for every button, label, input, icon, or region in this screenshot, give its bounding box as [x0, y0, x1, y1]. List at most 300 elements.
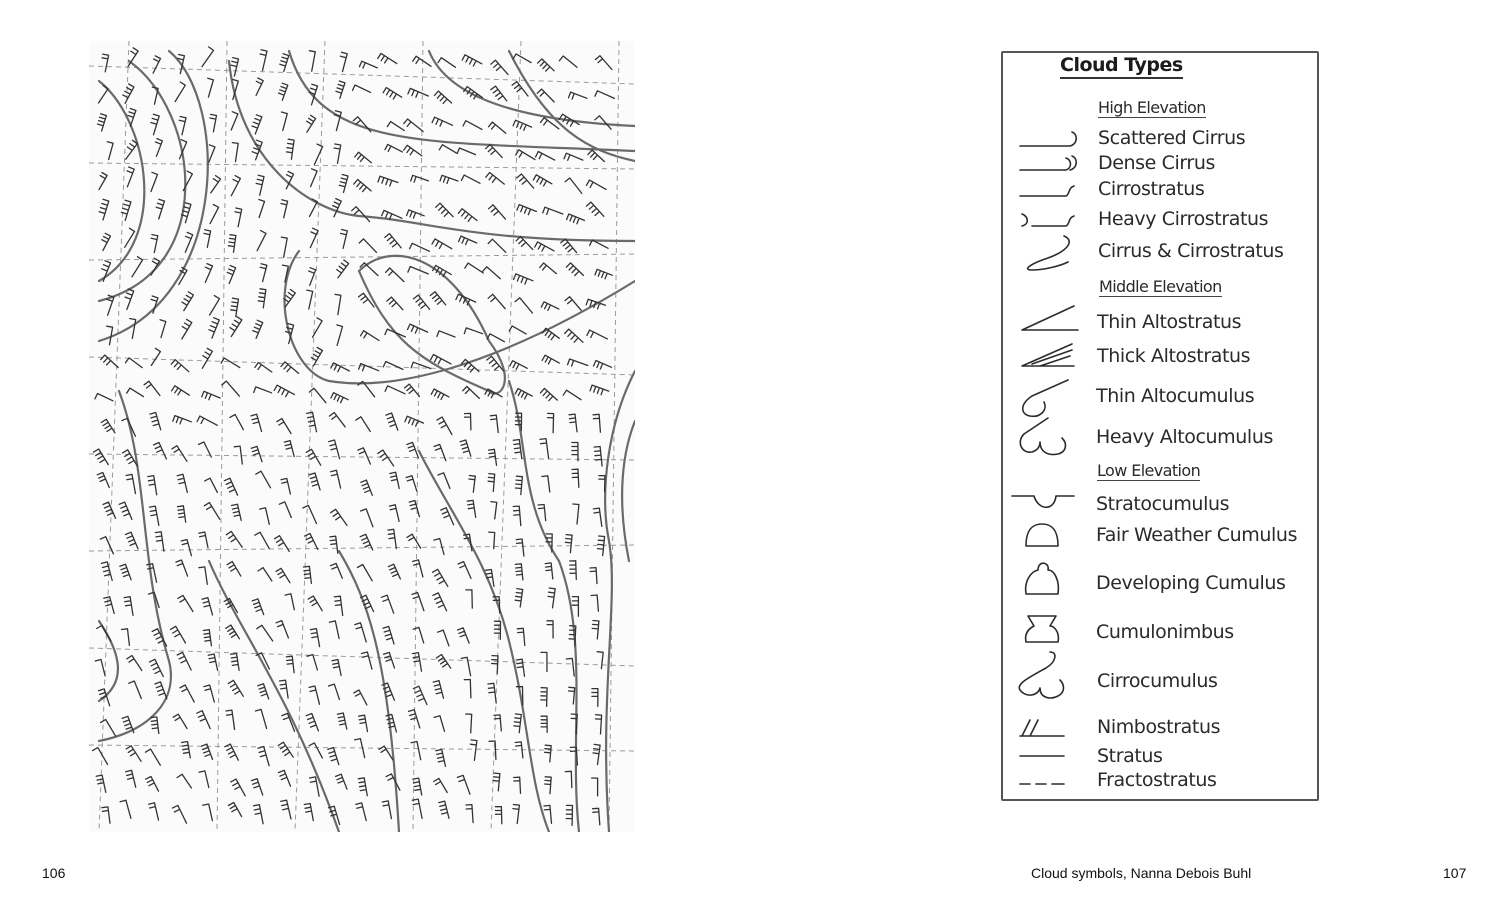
wind-barb [433, 593, 447, 611]
wind-barb [541, 302, 559, 311]
cirrocumulus-icon [1019, 652, 1063, 698]
wind-barb [329, 440, 340, 459]
wind-barb [146, 749, 161, 765]
wind-barb [227, 266, 235, 284]
wind-barb [359, 715, 368, 732]
label-cirrocumulus: Cirrocumulus [1097, 670, 1218, 692]
wind-barb [153, 56, 160, 73]
wind-barb [308, 596, 322, 611]
wind-barb [491, 502, 497, 519]
wind-barb [356, 803, 366, 821]
wind-barb [386, 268, 404, 282]
weather-map-svg [89, 41, 635, 832]
wind-barb [572, 443, 578, 461]
contour-line [429, 51, 635, 126]
wind-barb [542, 328, 559, 339]
wind-barb [226, 625, 240, 639]
label-cumulonimbus: Cumulonimbus [1096, 621, 1234, 643]
wind-barb [341, 230, 348, 249]
wind-barb [388, 564, 400, 579]
wind-barb [572, 469, 579, 487]
wind-barb [591, 595, 598, 611]
wind-barb [593, 414, 600, 432]
wind-barb [436, 749, 446, 766]
wind-barb [433, 681, 443, 699]
wind-barb [122, 629, 130, 646]
wind-barb [489, 205, 506, 219]
wind-barb [337, 713, 346, 729]
wind-barb [569, 687, 575, 704]
wind-barb [231, 176, 240, 196]
wind-barb [279, 83, 288, 100]
wind-barb [461, 175, 480, 183]
wind-barb [226, 710, 235, 729]
wind-barb [152, 87, 158, 104]
wind-barb [311, 629, 320, 647]
wind-barb [276, 568, 290, 582]
wind-barb [390, 472, 399, 488]
legend-symbols [1008, 100, 1080, 800]
wind-barb [254, 387, 272, 393]
wind-barb [94, 449, 109, 465]
wind-barb [202, 47, 214, 67]
wind-barb [538, 505, 546, 521]
wind-barb [231, 653, 240, 670]
wind-barb [515, 589, 523, 607]
wind-barb [359, 239, 376, 253]
wind-barb [274, 385, 294, 397]
wind-barb [565, 535, 572, 553]
wind-barb [362, 652, 372, 669]
thin-altostratus-icon [1022, 306, 1078, 330]
wind-barb [564, 153, 583, 160]
wind-barb [386, 413, 398, 430]
wind-barb [535, 242, 554, 251]
wind-barb [339, 175, 348, 193]
wind-barb [199, 567, 207, 584]
wind-barb [98, 114, 107, 131]
wind-barb [536, 152, 555, 161]
wind-barb [595, 56, 612, 70]
wind-barb [590, 568, 597, 584]
wind-barb [130, 319, 136, 339]
wind-barb [434, 716, 444, 732]
wind-barb [177, 774, 191, 788]
wind-barb [234, 446, 242, 464]
wind-barb [514, 274, 533, 284]
caption: Cloud symbols, Nanna Debois Buhl [1031, 865, 1252, 881]
wind-barb [228, 235, 236, 253]
wind-barb [355, 152, 372, 163]
grid-line [89, 163, 635, 169]
wind-barb [457, 148, 475, 155]
wind-barb [356, 417, 370, 432]
wind-barb [438, 630, 449, 646]
wind-barb [253, 320, 263, 338]
label-fractostratus: Fractostratus [1097, 769, 1217, 791]
wind-barb [541, 652, 547, 671]
contour-line [289, 51, 635, 151]
wind-barb [407, 442, 419, 457]
wind-barb [204, 685, 214, 702]
cirrus-cirrostratus-icon [1028, 236, 1070, 270]
wind-barb [95, 394, 113, 401]
wind-barb [149, 803, 159, 820]
wind-barb [514, 714, 521, 733]
wind-barb [378, 176, 398, 186]
wind-barb [255, 363, 272, 373]
wind-barb [307, 655, 317, 670]
wind-barb [492, 656, 498, 674]
wind-barb [151, 717, 159, 734]
wind-barb [594, 361, 612, 370]
wind-barb [340, 52, 347, 71]
wind-barb [228, 680, 243, 696]
wind-barb [565, 329, 583, 342]
wind-barb [156, 139, 163, 157]
wind-barb [251, 779, 262, 795]
wind-barb [466, 714, 472, 733]
wind-barb [490, 415, 498, 432]
heading-high-elevation: High Elevation [1098, 98, 1206, 117]
thin-altocumulus-icon [1023, 380, 1068, 416]
wind-barb [358, 565, 373, 581]
wind-barb [405, 384, 420, 396]
wind-barb [197, 416, 217, 425]
wind-barb [388, 529, 397, 548]
thick-altostratus-icon [1022, 344, 1074, 366]
wind-barb [437, 331, 455, 337]
wind-barb [258, 747, 269, 766]
wind-barb [406, 476, 417, 491]
wind-barb [126, 746, 141, 762]
wind-barb [516, 150, 535, 160]
wind-barb [599, 476, 605, 492]
wind-barb [439, 801, 449, 818]
wind-barb [260, 264, 267, 282]
wind-barb [314, 144, 322, 164]
wind-barb [432, 239, 452, 249]
wind-barb [456, 294, 476, 305]
wind-barb [515, 476, 522, 494]
wind-barb [510, 361, 527, 370]
wind-barb [563, 390, 581, 400]
wind-barb [495, 807, 501, 824]
wind-barb [540, 439, 549, 459]
wind-barb [413, 686, 427, 704]
wind-barb [542, 355, 559, 364]
wind-barb [281, 237, 287, 257]
wind-barb [408, 267, 428, 274]
wind-barb [462, 55, 482, 66]
wind-barb [281, 478, 290, 494]
grid-line [217, 41, 227, 832]
label-heavy-cirrostratus: Heavy Cirrostratus [1098, 208, 1269, 230]
wind-barb [232, 504, 242, 520]
wind-barb [597, 652, 603, 669]
wind-barb [309, 51, 315, 71]
wind-barb [178, 506, 186, 522]
wind-barb [309, 743, 322, 758]
wind-barb [464, 328, 482, 334]
wind-barb [565, 771, 572, 787]
wind-barb [491, 60, 508, 74]
wind-barb [199, 532, 208, 548]
wind-barb [146, 777, 159, 792]
wind-barb [329, 413, 345, 427]
wind-barb [279, 770, 291, 786]
label-thick-altostratus: Thick Altostratus [1097, 345, 1251, 367]
wind-barb [329, 621, 339, 639]
wind-barb [590, 385, 609, 395]
wind-barb [235, 208, 242, 227]
wind-barb [150, 659, 164, 676]
wind-barb [129, 681, 142, 699]
wind-barb [569, 414, 577, 432]
wind-barb [489, 449, 497, 465]
wind-barb [592, 621, 599, 639]
wind-barb [389, 505, 399, 522]
wind-barb [565, 178, 582, 193]
wind-barb [208, 78, 214, 97]
wind-barb [383, 362, 403, 370]
wind-barb [179, 117, 186, 135]
wind-barb [458, 562, 471, 579]
wind-barb [540, 388, 557, 400]
wind-barb [465, 413, 471, 430]
wind-barb [493, 773, 500, 791]
wind-barb [353, 117, 371, 132]
wind-barb [538, 59, 555, 71]
wind-barb [180, 685, 194, 702]
wind-barb [256, 175, 264, 195]
wind-barb [433, 569, 448, 586]
wind-barb [199, 771, 209, 788]
wind-barb [434, 91, 451, 103]
wind-barb [361, 509, 373, 527]
wind-barb [124, 597, 133, 616]
wind-barb [358, 778, 367, 796]
wind-barb [381, 595, 393, 613]
wind-barb [466, 590, 472, 608]
wind-barb [569, 92, 588, 99]
wind-barb [460, 440, 471, 456]
wind-barb [488, 239, 506, 252]
wind-barb [182, 319, 192, 339]
wind-barb [463, 121, 482, 130]
wind-barb [309, 268, 316, 286]
wind-barb [311, 169, 318, 187]
wind-barb [439, 145, 456, 153]
wind-barb [123, 84, 134, 103]
wind-barb [258, 289, 266, 308]
wind-barb [231, 779, 245, 796]
contour-line [99, 81, 144, 281]
wind-barb [486, 145, 503, 158]
wind-barb [437, 417, 452, 434]
wind-barb [251, 414, 262, 431]
grid-line [99, 41, 129, 832]
wind-barb [256, 471, 271, 488]
wind-barb [127, 388, 144, 397]
wind-barb [514, 777, 521, 793]
wind-barb [488, 294, 505, 308]
wind-barb [151, 348, 160, 365]
wind-barb [404, 119, 423, 132]
wind-barb [352, 207, 370, 222]
wind-barb [513, 440, 522, 459]
wind-barb [303, 506, 317, 524]
wind-barb [284, 441, 294, 457]
wind-barb [182, 742, 191, 758]
wind-barb [150, 413, 161, 430]
wind-barb [513, 120, 532, 130]
wind-barb [107, 142, 113, 160]
wind-barb [548, 588, 555, 608]
wind-barb [276, 621, 288, 638]
wind-barb [411, 175, 429, 182]
wind-barb [334, 596, 342, 615]
wind-barb [203, 804, 213, 821]
wind-barb [307, 412, 317, 432]
wind-barb [404, 145, 422, 156]
label-stratocumulus: Stratocumulus [1096, 493, 1230, 515]
wind-barb [432, 117, 452, 126]
wind-barb [202, 598, 213, 615]
wind-barb [210, 114, 217, 131]
wind-barb [565, 297, 581, 311]
wind-barb [331, 509, 347, 525]
wind-barb [566, 263, 583, 276]
wind-barb [231, 112, 238, 130]
wind-barb [545, 777, 552, 794]
wind-barb [358, 448, 371, 464]
wind-barb [155, 682, 167, 699]
wind-barb [567, 214, 585, 224]
wind-barb [458, 628, 470, 643]
wind-barb [385, 386, 405, 394]
wind-barb [127, 656, 142, 671]
wind-barb [332, 660, 341, 676]
wind-barb [306, 449, 320, 465]
wind-barb [306, 714, 318, 731]
wind-barb [177, 652, 191, 670]
wind-barb [516, 539, 524, 556]
wind-barb [252, 599, 263, 615]
wind-barb [97, 473, 109, 488]
wind-barb [463, 387, 480, 399]
wind-barb [378, 450, 394, 466]
wind-barb [257, 231, 266, 251]
fair-weather-cumulus-icon [1026, 524, 1058, 546]
wind-barb [361, 480, 373, 495]
wind-barb [328, 748, 339, 765]
wind-barb [541, 716, 547, 732]
page-number-right: 107 [1443, 865, 1467, 881]
wind-barb [378, 53, 397, 63]
wind-barb [383, 88, 402, 99]
label-thin-altocumulus: Thin Altocumulus [1096, 385, 1255, 407]
wind-barb [515, 564, 523, 580]
wind-barb [182, 292, 193, 311]
wind-barb [231, 58, 239, 77]
wind-barb [593, 808, 600, 825]
wind-barb [203, 630, 211, 646]
label-cirrus-and-cirrostratus: Cirrus & Cirrostratus [1098, 240, 1284, 262]
wind-barb [176, 560, 188, 576]
wind-barb [541, 688, 547, 707]
wind-barb [387, 297, 403, 310]
wind-barb [413, 653, 422, 672]
wind-barb [592, 689, 598, 707]
wind-barb [407, 534, 421, 548]
wind-barb [255, 532, 269, 549]
wind-barb [211, 176, 221, 193]
weather-map-drawing [89, 41, 635, 832]
wind-barb [286, 139, 294, 159]
legend-title: Cloud Types [1060, 54, 1183, 79]
grid-line [609, 41, 619, 832]
wind-barb [517, 205, 537, 215]
wind-barb [177, 474, 187, 492]
label-heavy-altocumulus: Heavy Altocumulus [1096, 426, 1273, 448]
wind-barb [595, 269, 612, 279]
wind-barb [547, 621, 553, 638]
contour-line [509, 51, 635, 161]
wind-barb [127, 167, 134, 187]
wind-barb [222, 381, 240, 396]
wind-barb [464, 680, 471, 698]
wind-barb [126, 532, 139, 549]
heading-low-elevation: Low Elevation [1097, 461, 1201, 480]
stratocumulus-icon [1012, 496, 1074, 507]
wind-barb [543, 207, 563, 214]
wind-barb [545, 745, 552, 762]
wind-barb [573, 504, 579, 524]
wind-barb [385, 234, 401, 248]
wind-barb [258, 684, 269, 699]
wind-barb [470, 740, 477, 761]
wind-barb [483, 267, 501, 279]
contour-line [229, 61, 635, 241]
grid-line [89, 254, 635, 260]
wind-barb [151, 114, 159, 135]
wind-barb [224, 598, 237, 612]
wind-barb [387, 122, 404, 131]
wind-barb [592, 778, 598, 796]
wind-barb [226, 531, 242, 547]
wind-barb [595, 91, 615, 99]
wind-barb [331, 363, 350, 372]
label-developing-cumulus: Developing Cumulus [1096, 572, 1286, 594]
wind-barb [154, 443, 167, 460]
label-stratus: Stratus [1097, 745, 1163, 767]
wind-barb [101, 419, 115, 433]
wind-barb [359, 61, 377, 68]
wind-barb [494, 621, 500, 639]
contour-line [99, 61, 185, 301]
wind-barb [102, 233, 111, 250]
wind-barb [102, 807, 110, 823]
wind-barb [309, 686, 319, 704]
wind-barb [259, 200, 265, 218]
wind-barb [572, 597, 578, 617]
wind-barb [331, 470, 341, 488]
label-thin-altostratus: Thin Altostratus [1097, 311, 1242, 333]
wind-barb [336, 774, 347, 789]
wind-barb [587, 180, 607, 189]
wind-barb [151, 172, 158, 191]
